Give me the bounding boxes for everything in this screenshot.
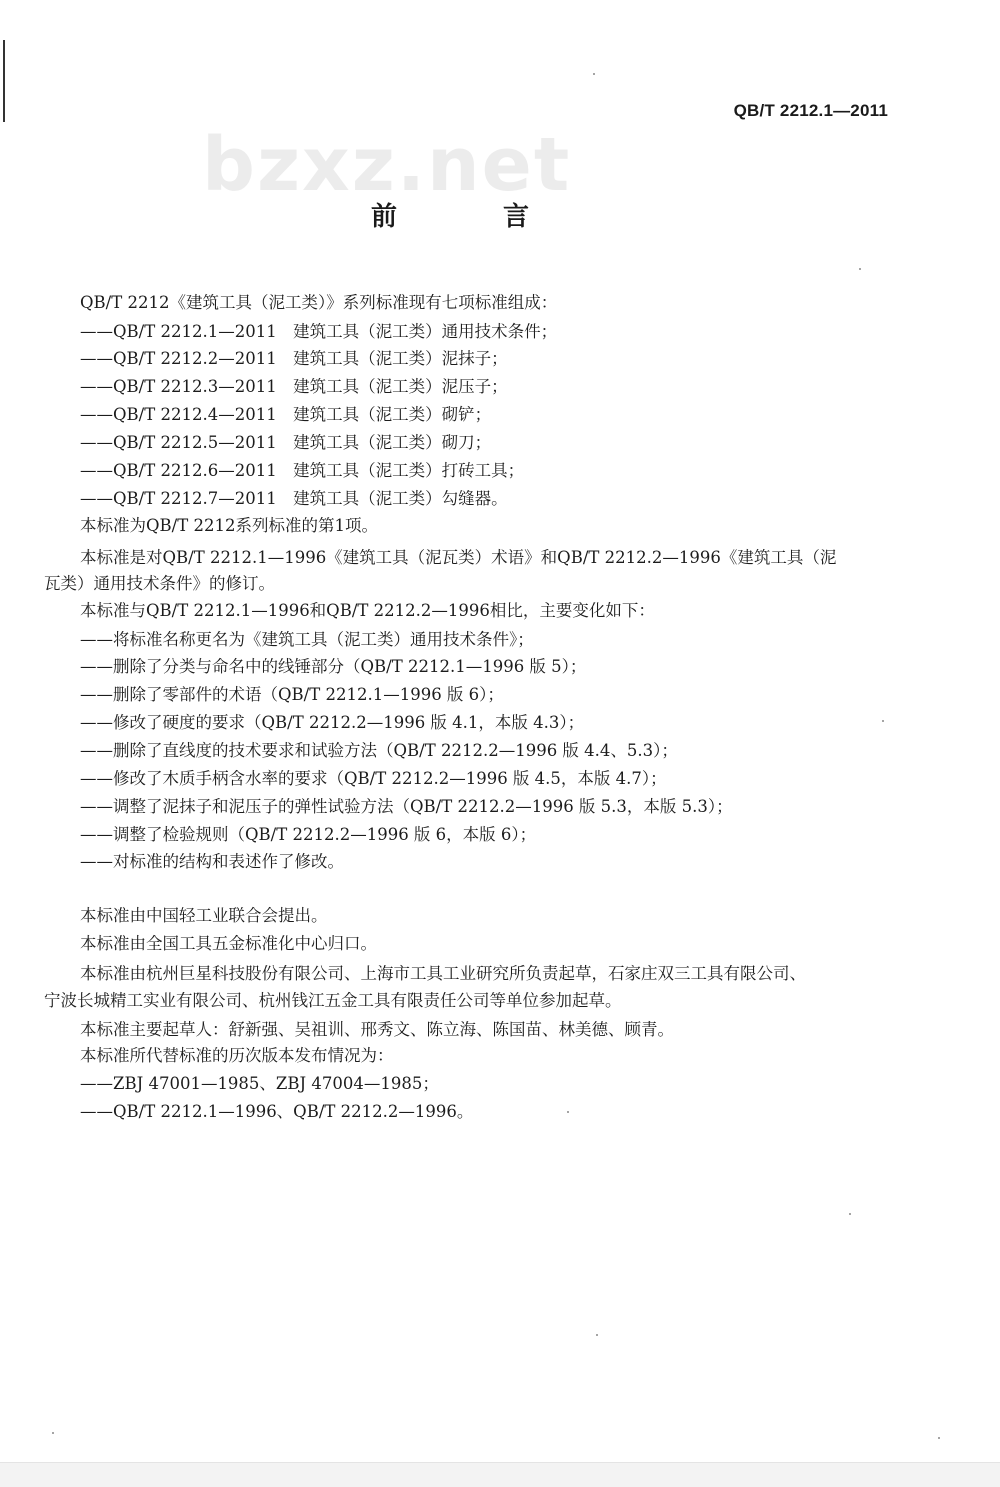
paragraph-line: 本标准所代替标准的历次版本发布情况为： xyxy=(80,1046,394,1065)
scan-speck xyxy=(596,1334,598,1336)
paragraph-line: 本标准主要起草人：舒新强、吴祖训、邢秀文、陈立海、陈国苗、林美德、顾青。 xyxy=(80,1020,674,1039)
list-item: ——QB/T 2212.7—2011 建筑工具（泥工类）勾缝器。 xyxy=(80,489,508,508)
list-item: ——QB/T 2212.4—2011 建筑工具（泥工类）砌铲； xyxy=(80,405,492,424)
list-item: ——QB/T 2212.6—2011 建筑工具（泥工类）打砖工具； xyxy=(80,461,525,480)
scan-speck xyxy=(859,268,861,270)
paragraph-line: 本标准是对QB/T 2212.1—1996《建筑工具（泥瓦类）术语》和QB/T 2212.2—1996《建筑工具（泥 xyxy=(80,548,837,567)
list-item: ——删除了零部件的术语（QB/T 2212.1—1996 版 6）； xyxy=(80,685,504,704)
scan-speck xyxy=(593,73,595,75)
list-item: ——修改了木质手柄含水率的要求（QB/T 2212.2—1996 版 4.5，本版 4.7）； xyxy=(80,769,667,788)
list-item: ——将标准名称更名为《建筑工具（泥工类）通用技术条件》； xyxy=(80,630,534,649)
scan-speck xyxy=(567,1111,569,1113)
scan-bottom-strip xyxy=(0,1462,1000,1487)
paragraph-line: 宁波长城精工实业有限公司、杭州钱江五金工具有限责任公司等单位参加起草。 xyxy=(44,991,622,1010)
scan-speck xyxy=(849,1213,851,1215)
list-item: ——调整了检验规则（QB/T 2212.2—1996 版 6，本版 6）； xyxy=(80,825,537,844)
list-item: ——QB/T 2212.2—2011 建筑工具（泥工类）泥抹子； xyxy=(80,349,508,368)
scan-speck xyxy=(882,720,884,722)
watermark: bzxz.net xyxy=(202,122,572,208)
list-item: ——删除了分类与命名中的线锤部分（QB/T 2212.1—1996 版 5）； xyxy=(80,657,587,676)
list-item: ——QB/T 2212.1—2011 建筑工具（泥工类）通用技术条件； xyxy=(80,322,558,341)
paragraph-line: 本标准由中国轻工业联合会提出。 xyxy=(80,906,328,925)
paragraph-line: 本标准由全国工具五金标准化中心归口。 xyxy=(80,934,377,953)
list-item: ——修改了硬度的要求（QB/T 2212.2—1996 版 4.1，本版 4.3）； xyxy=(80,713,585,732)
paragraph-line: 本标准与QB/T 2212.1—1996和QB/T 2212.2—1996相比，主要变化如下： xyxy=(80,601,655,620)
standard-code: QB/T 2212.1—2011 xyxy=(733,101,888,120)
paragraph-line: 本标准由杭州巨星科技股份有限公司、上海市工具工业研究所负责起草，石家庄双三工具有限公司、 xyxy=(80,964,806,983)
paragraph-line: 瓦类）通用技术条件》的修订。 xyxy=(44,574,275,593)
scan-edge-mark xyxy=(3,40,5,122)
list-item: ——QB/T 2212.1—1996、QB/T 2212.2—1996。 xyxy=(80,1102,474,1121)
scan-speck xyxy=(52,1432,54,1434)
list-item: ——QB/T 2212.5—2011 建筑工具（泥工类）砌刀； xyxy=(80,433,492,452)
intro-line: QB/T 2212《建筑工具（泥工类）》系列标准现有七项标准组成： xyxy=(80,293,558,312)
list-item: ——ZBJ 47001—1985、ZBJ 47004—1985； xyxy=(80,1074,439,1093)
page-title: 前 言 xyxy=(370,202,569,232)
scan-speck xyxy=(938,1437,940,1439)
paragraph-line: 本标准为QB/T 2212系列标准的第1项。 xyxy=(80,516,378,535)
list-item: ——QB/T 2212.3—2011 建筑工具（泥工类）泥压子； xyxy=(80,377,508,396)
list-item: ——对标准的结构和表述作了修改。 xyxy=(80,852,344,871)
list-item: ——调整了泥抹子和泥压子的弹性试验方法（QB/T 2212.2—1996 版 5.3，本版 5.3）； xyxy=(80,797,733,816)
list-item: ——删除了直线度的技术要求和试验方法（QB/T 2212.2—1996 版 4.4、5.3）； xyxy=(80,741,678,760)
